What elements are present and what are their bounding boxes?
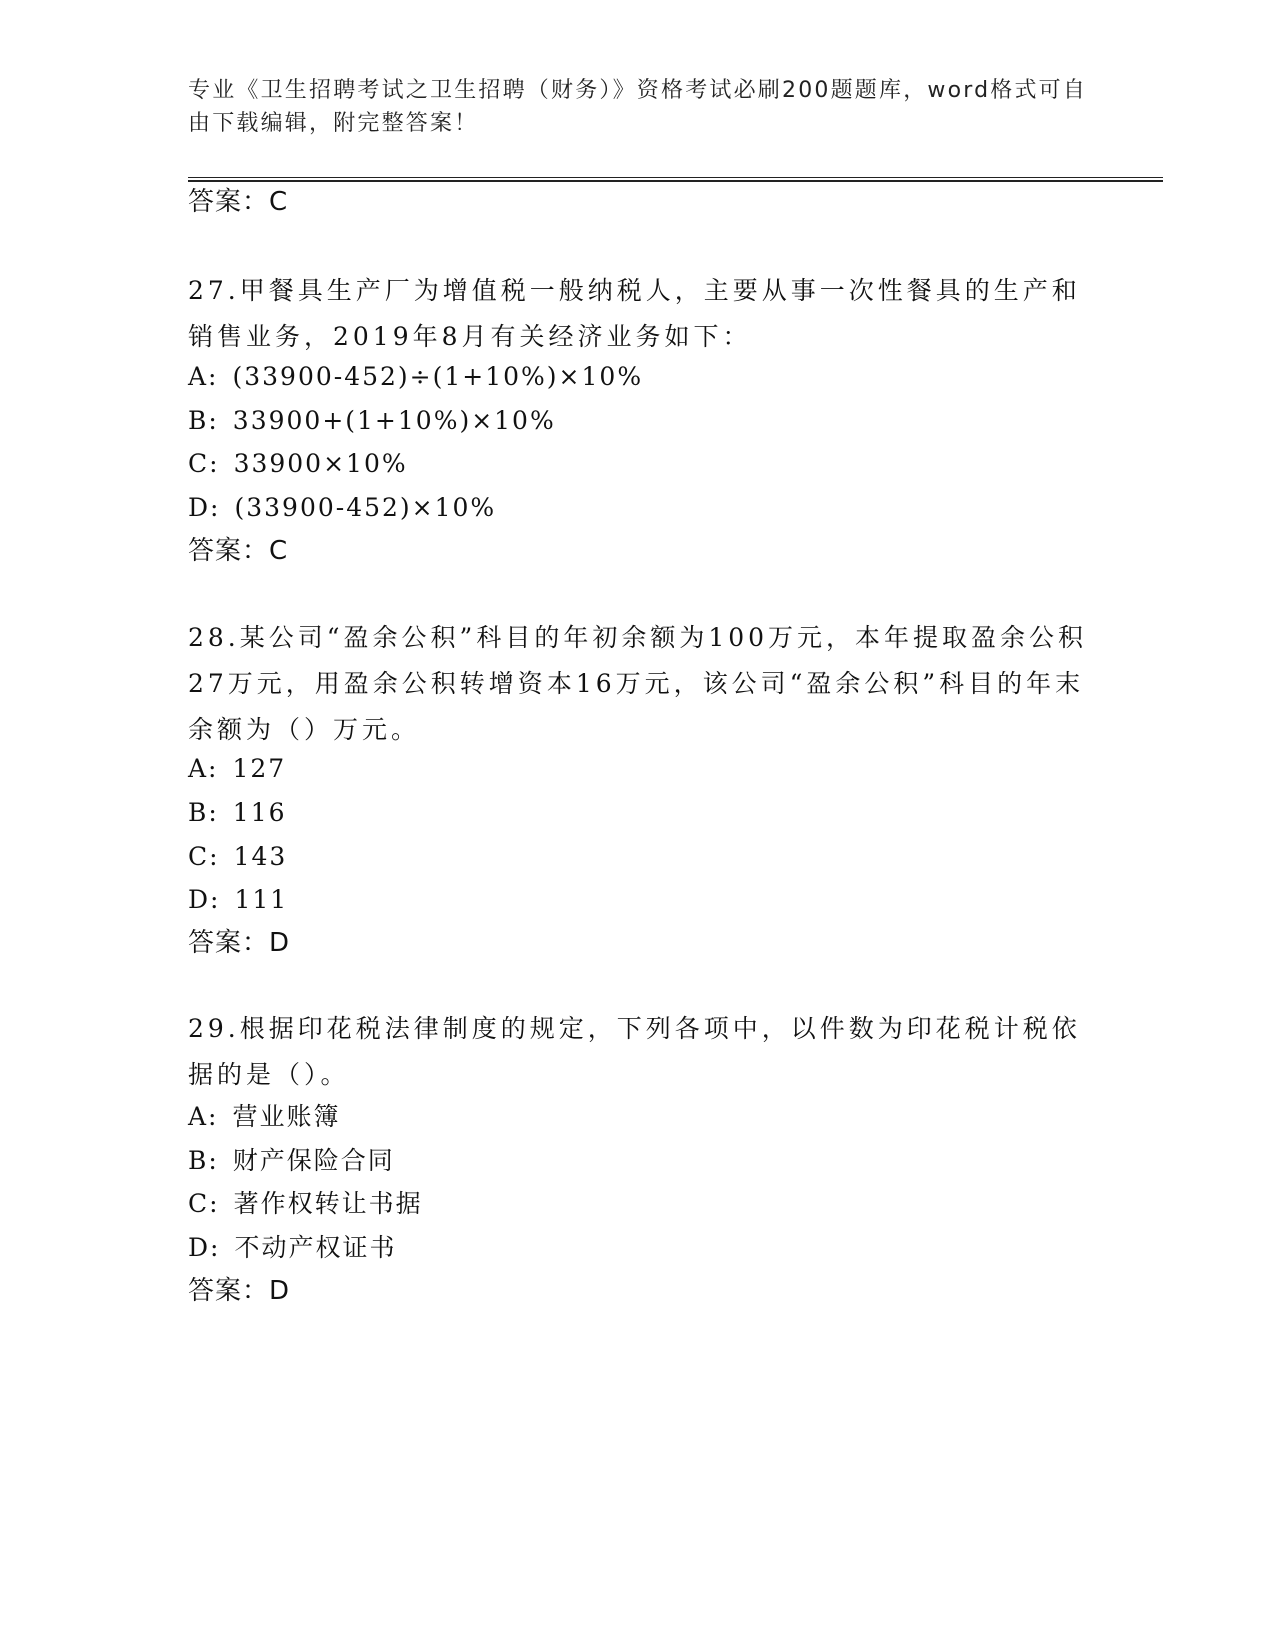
option-text: 143 (233, 842, 288, 871)
page-header: 专业《卫生招聘考试之卫生招聘（财务）》资格考试必刷200题题库，word格式可自由下载编辑，附完整答案！ (188, 78, 1088, 136)
option-a (188, 753, 286, 785)
option-text: 著作权转让书据 (233, 1189, 423, 1218)
option-text: 财产保险合同 (232, 1146, 395, 1175)
option-text: 33900×10% (233, 449, 408, 478)
header-divider (188, 177, 1163, 182)
option-b (188, 797, 287, 829)
option-text: 33900+(1+10%)×10% (232, 406, 556, 435)
option-key: C: (188, 449, 220, 478)
option-b (188, 1145, 395, 1177)
option-d (188, 1232, 396, 1264)
answer-label: 答案：D (188, 1276, 291, 1306)
question-stem: 29.根据印花税法律制度的规定，下列各项中，以件数为印花税计税依据的是（）。 (188, 1014, 1081, 1089)
option-c (188, 448, 408, 480)
option-a (188, 361, 643, 393)
answer-label: 答案：D (188, 928, 291, 958)
option-key: D: (188, 493, 221, 522)
option-key: C: (188, 1189, 220, 1218)
option-key: C: (188, 842, 220, 871)
question-stem: 28.某公司“盈余公积”科目的年初余额为100万元，本年提取盈余公积27万元，用盈余公积转增资本16万元，该公司“盈余公积”科目的年末余额为（）万元。 (188, 623, 1088, 744)
option-c (188, 1188, 423, 1220)
option-text: 111 (234, 885, 289, 914)
option-text: 116 (232, 798, 287, 827)
option-text: (33900-452)÷(1+10%)×10% (232, 362, 644, 391)
option-text: 127 (232, 754, 287, 783)
option-key: A: (188, 1102, 219, 1131)
option-c (188, 841, 287, 873)
option-text: 不动产权证书 (234, 1233, 397, 1262)
option-key: B: (188, 1146, 219, 1175)
option-key: D: (188, 885, 221, 914)
option-key: A: (188, 362, 219, 391)
option-key: B: (188, 798, 219, 827)
answer-label: 答案：C (188, 187, 289, 217)
option-d (188, 884, 288, 916)
option-key: A: (188, 754, 219, 783)
option-d (188, 492, 496, 524)
option-key: D: (188, 1233, 221, 1262)
option-b (188, 405, 556, 437)
option-key: B: (188, 406, 219, 435)
answer-label: 答案：C (188, 536, 289, 566)
option-a (188, 1101, 341, 1133)
option-text: (33900-452)×10% (234, 493, 497, 522)
question-stem: 27.甲餐具生产厂为增值税一般纳税人，主要从事一次性餐具的生产和销售业务，2019年8月有关经济业务如下： (188, 276, 1081, 351)
option-text: 营业账簿 (232, 1102, 341, 1131)
